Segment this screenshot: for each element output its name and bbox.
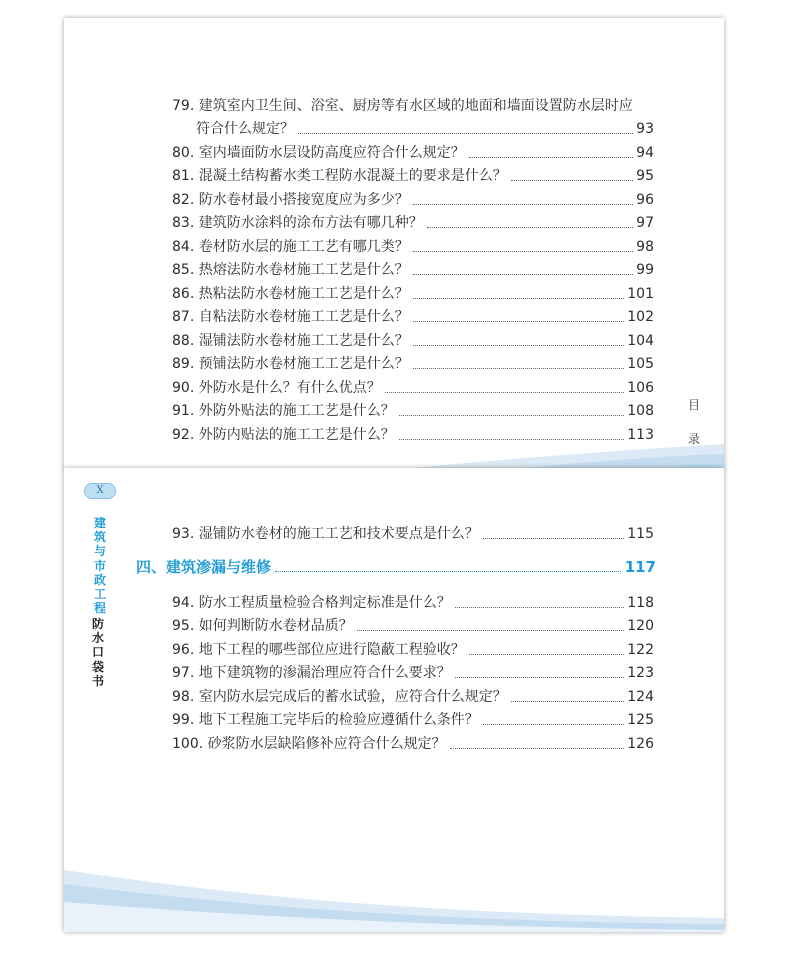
decorative-wave — [64, 862, 724, 932]
toc-entry-84[interactable] — [172, 237, 654, 257]
toc-entry-94[interactable] — [172, 593, 654, 613]
toc-entry-81[interactable] — [172, 166, 654, 186]
title-char: 筑 — [93, 530, 106, 545]
page-number: 113 — [627, 427, 654, 443]
toc-entry-text: 81. 混凝土结构蓄水类工程防水混凝土的要求是什么？ — [172, 168, 507, 184]
leader-dots — [413, 297, 625, 299]
toc-entry-96[interactable] — [172, 640, 654, 660]
leader-dots — [413, 367, 625, 369]
title-char: 市 — [93, 558, 106, 573]
page-number-badge: X — [84, 483, 116, 499]
section-heading-4[interactable] — [136, 556, 656, 578]
toc-entry-text: 100. 砂浆防水层缺陷修补应符合什么规定？ — [172, 736, 446, 752]
leader-dots — [413, 203, 633, 205]
page-number: 124 — [627, 689, 654, 705]
toc-entry-82[interactable] — [172, 190, 654, 210]
side-label-mu: 目 — [688, 398, 701, 412]
toc-entry-80[interactable] — [172, 143, 654, 163]
toc-entry-text: 94. 防水工程质量检验合格判定标准是什么？ — [172, 595, 451, 611]
leader-dots — [511, 700, 625, 702]
toc-entry-98[interactable] — [172, 687, 654, 707]
page-number: 120 — [627, 618, 654, 634]
toc-entry-text: 87. 自粘法防水卷材施工工艺是什么？ — [172, 309, 409, 325]
vertical-book-subtitle — [91, 617, 105, 688]
toc-entry-79-line2: 符合什么规定？ — [196, 121, 294, 137]
page-number: 108 — [627, 403, 654, 419]
leader-dots — [413, 320, 625, 322]
toc-entry-89[interactable] — [172, 354, 654, 374]
leader-dots — [455, 676, 625, 678]
page-number: 97 — [636, 215, 654, 231]
toc-entry-text: 85. 热熔法防水卷材施工工艺是什么？ — [172, 262, 409, 278]
leader-dots — [385, 391, 625, 393]
leader-dots — [413, 273, 633, 275]
page-number: 99 — [636, 262, 654, 278]
leader-dots — [483, 537, 625, 539]
toc-entry-text: 80. 室内墙面防水层设防高度应符合什么规定？ — [172, 145, 465, 161]
title-char: 袋 — [91, 659, 104, 674]
toc-entry-text: 92. 外防内贴法的施工工艺是什么？ — [172, 427, 395, 443]
vertical-book-title — [93, 516, 107, 615]
toc-entry-text: 93. 湿铺防水卷材的施工工艺和技术要点是什么？ — [172, 526, 479, 542]
toc-entry-97[interactable] — [172, 663, 654, 683]
leader-dots — [413, 344, 625, 346]
leader-dots — [469, 156, 633, 158]
toc-entry-83[interactable] — [172, 213, 654, 233]
title-char: 政 — [93, 572, 106, 587]
toc-entry-99[interactable] — [172, 710, 654, 730]
page-number: 122 — [627, 642, 654, 658]
toc-entry-86[interactable] — [172, 284, 654, 304]
leader-dots — [455, 606, 625, 608]
side-label-lu: 录 — [688, 432, 701, 446]
toc-entry-text: 97. 地下建筑物的渗漏治理应符合什么要求？ — [172, 665, 451, 681]
toc-entry-text: 84. 卷材防水层的施工工艺有哪几类？ — [172, 239, 409, 255]
leader-dots — [298, 132, 633, 134]
leader-dots — [357, 629, 625, 631]
page-number: 96 — [636, 192, 654, 208]
leader-dots — [450, 747, 625, 749]
title-char: 防 — [91, 617, 104, 631]
toc-entry-text: 83. 建筑防水涂料的涂布方法有哪几种？ — [172, 215, 423, 231]
title-char: 程 — [93, 601, 106, 616]
page-number: 123 — [627, 665, 654, 681]
page-number: 126 — [627, 736, 654, 752]
leader-dots — [427, 226, 633, 228]
title-char: 与 — [93, 544, 106, 559]
toc-entry-100[interactable] — [172, 734, 654, 754]
toc-entry-87[interactable] — [172, 307, 654, 327]
toc-entry-93[interactable] — [172, 524, 654, 544]
toc-entry-text: 89. 预铺法防水卷材施工工艺是什么？ — [172, 356, 409, 372]
leader-dots — [511, 179, 633, 181]
page-number: 115 — [627, 526, 654, 542]
section-page-number: 117 — [624, 558, 656, 576]
toc-entry-85[interactable] — [172, 260, 654, 280]
toc-entry-text: 90. 外防水是什么？有什么优点？ — [172, 380, 381, 396]
page-number: 102 — [627, 309, 654, 325]
toc-entry-text: 82. 防水卷材最小搭接宽度应为多少？ — [172, 192, 409, 208]
toc-entry-text: 86. 热粘法防水卷材施工工艺是什么？ — [172, 286, 409, 302]
toc-page-lower — [64, 468, 724, 932]
toc-entry-88[interactable] — [172, 331, 654, 351]
title-char: 工 — [93, 587, 106, 602]
decorative-wave — [64, 410, 724, 470]
page-number: 106 — [627, 380, 654, 396]
toc-entry-text: 91. 外防外贴法的施工工艺是什么？ — [172, 403, 395, 419]
section-title: 四、建筑渗漏与维修 — [136, 558, 272, 576]
title-char: 书 — [91, 673, 104, 688]
toc-entry-79[interactable] — [196, 119, 654, 139]
toc-entry-90[interactable] — [172, 378, 654, 398]
page-number: 93 — [636, 121, 654, 137]
title-char: 口 — [91, 645, 104, 660]
toc-entry-text: 95. 如何判断防水卷材品质？ — [172, 618, 353, 634]
toc-entry-95[interactable] — [172, 616, 654, 636]
toc-entry-text: 88. 湿铺法防水卷材施工工艺是什么？ — [172, 333, 409, 349]
page-number: 95 — [636, 168, 654, 184]
toc-entry-79-line1: 79. 建筑室内卫生间、浴室、厨房等有水区域的地面和墙面设置防水层时应 — [172, 98, 633, 114]
title-char: 水 — [91, 631, 104, 646]
page-number: 104 — [627, 333, 654, 349]
page-number: 98 — [636, 239, 654, 255]
page-number: 94 — [636, 145, 654, 161]
toc-entry-text: 96. 地下工程的哪些部位应进行隐蔽工程验收？ — [172, 642, 465, 658]
page-number: 125 — [627, 712, 654, 728]
toc-entry-text: 99. 地下工程施工完毕后的检验应遵循什么条件？ — [172, 712, 479, 728]
page-number: 105 — [627, 356, 654, 372]
leader-dots — [469, 653, 625, 655]
page-number: 101 — [627, 286, 654, 302]
toc-entry-text: 98. 室内防水层完成后的蓄水试验，应符合什么规定？ — [172, 689, 507, 705]
page-number: 118 — [627, 595, 654, 611]
leader-dots — [413, 250, 633, 252]
leader-dots — [483, 723, 625, 725]
leader-dots — [275, 570, 621, 572]
title-char: 建 — [93, 516, 106, 530]
toc-page-upper — [64, 18, 724, 470]
